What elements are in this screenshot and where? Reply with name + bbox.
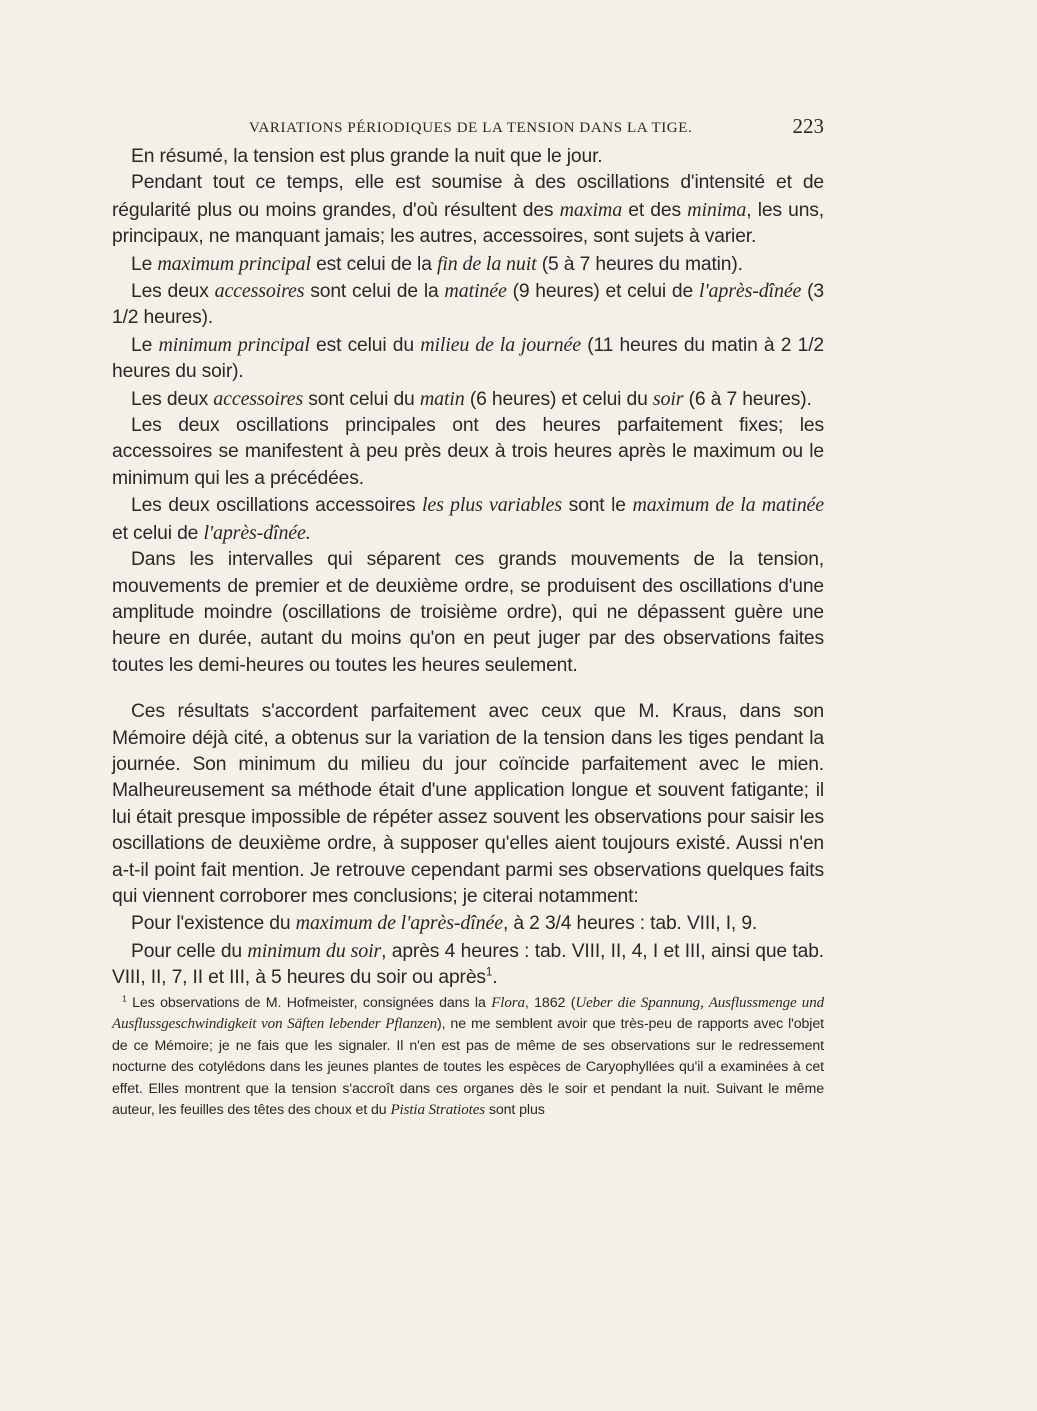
paragraph-text: Le — [131, 334, 159, 356]
italic-term: accessoires — [213, 387, 304, 410]
paragraph — [112, 170, 824, 250]
italic-term: l'après-dînée. — [203, 521, 311, 544]
paragraph-text: . — [492, 967, 498, 989]
paragraph-text: Pour celle du — [131, 940, 248, 962]
paragraph-text: (6 à 7 heures). — [683, 388, 812, 410]
paragraph-text: , à 2 3/4 heures : tab. VIII, I, 9. — [502, 913, 758, 935]
italic-term: Pistia Stratiotes — [390, 1102, 486, 1119]
italic-term: maximum de la matinée — [632, 494, 824, 517]
paragraph — [112, 144, 824, 170]
paragraph-text: (3 1/2 heures). — [112, 281, 825, 329]
paragraph-text: Les deux — [131, 281, 215, 303]
italic-term: minimum principal — [158, 333, 310, 356]
paragraph-text: , après 4 heures : tab. VIII, II, 4, I et III, ainsi que tab. VIII, II, 7, II et III, à 5 heures du soir ou après — [112, 940, 824, 989]
paragraph-text: sont le — [562, 495, 633, 517]
paragraph-text: En résumé, la tension est plus grande la nuit que le jour. — [131, 146, 603, 167]
footnote-segment: sont plus — [485, 1102, 545, 1119]
italic-term: minima — [687, 198, 747, 221]
paragraph-text: est celui du — [309, 334, 421, 356]
paragraph-text: (9 heures) et celui de — [506, 281, 699, 303]
paragraph — [112, 332, 824, 386]
paragraph-text: Les deux oscillations principales ont des heures parfaitement fixes; les accessoires se manifestent à peu près deux à trois heures après le maximum ou le minimum qui les a précédées. — [112, 415, 824, 489]
paragraph — [112, 492, 824, 547]
paragraph-text: , les uns, principaux, ne manquant jamais; les autres, accessoires, sont sujets à varier. — [112, 199, 824, 248]
paragraph — [112, 278, 824, 332]
italic-term: milieu de la journée — [420, 333, 581, 356]
footnote-text — [112, 993, 824, 1121]
italic-term: soir — [652, 387, 684, 410]
italic-term: matin — [419, 387, 465, 410]
footnote-reference: 1 — [485, 966, 493, 979]
italic-title: Ueber die Spannung, Ausflussmenge und Ausflussgeschwindigkeit von Säften lebender Pflanzen — [112, 995, 825, 1033]
paragraph-text: Pour l'existence du — [131, 913, 296, 935]
italic-term: minimum du soir — [247, 939, 382, 962]
paragraph — [112, 938, 824, 992]
paragraph — [112, 547, 824, 679]
footnote-segment: , 1862 ( — [524, 995, 576, 1011]
paragraph-text: sont celui du — [303, 388, 420, 410]
footnote-segment: ), ne me semblent avoir que très-peu de rapports avec l'objet de ce Mémoire; je ne fais que les signaler. Il n'en est pas de même de ses observations sur le redressement nocturne des cotylédons dans les jeunes plantes de toutes les espèces de Caryophyllées qu'il a examinées à cet effet. Elles montrent que la tension s'accroît dans ces organes dès le soir et pendant la nuit. Suivant le même auteur, les feuilles des têtes des choux et du — [112, 1016, 824, 1119]
paragraph — [112, 699, 824, 910]
italic-title: Flora — [491, 995, 525, 1011]
italic-term: les plus variables — [421, 494, 563, 517]
paragraph-text: (5 à 7 heures du matin). — [536, 253, 743, 275]
paragraph-text: est celui de la — [310, 253, 437, 275]
italic-term: maximum principal — [157, 252, 311, 275]
italic-term: matinée — [444, 280, 507, 303]
paragraph — [112, 251, 824, 278]
running-title: VARIATIONS PÉRIODIQUES DE LA TENSION DANS LA TIGE. — [249, 120, 693, 136]
paragraph — [112, 910, 824, 937]
paragraph-text: sont celui de la — [304, 281, 445, 303]
footnote-segment: Les observations de M. Hofmeister, consignées dans la — [126, 995, 492, 1011]
italic-term: fin de la nuit — [436, 252, 537, 275]
paragraph-text: (11 heures du matin à 2 1/2 heures du soir). — [112, 334, 824, 383]
footnote-mark: 1 — [122, 993, 127, 1004]
italic-term: maximum de l'après-dînée — [295, 912, 503, 935]
paragraph-text: Le — [131, 253, 158, 275]
paragraph — [112, 386, 824, 413]
italic-term: accessoires — [214, 280, 305, 303]
paragraph-text: Dans les intervalles qui séparent ces grands mouvements de la tension, mouvements de premier et de deuxième ordre, se produisent des oscillations d'une amplitude moindre (oscillations de troisième ordre), qui ne dépassent guère une heure en durée, autant du moins qu'on en peut juger par des observations faites toutes les demi-heures ou toutes les heures seulement. — [112, 549, 824, 676]
page-number: 223 — [792, 114, 824, 138]
paragraph — [112, 413, 824, 492]
italic-term: l'après-dînée — [698, 280, 802, 303]
italic-term: maxima — [559, 198, 623, 221]
paragraph-text: Les deux — [131, 388, 214, 410]
paragraph-text: Pendant tout ce temps, elle est soumise à des oscillations d'intensité et de régularité plus ou moins grandes, d'où résultent des — [112, 172, 824, 221]
paragraph-text: Les deux oscillations accessoires — [131, 495, 422, 517]
paragraph-text: et celui de — [112, 522, 204, 544]
paragraph-text: Ces résultats s'accordent parfaitement avec ceux que M. Kraus, dans son Mémoire déjà cité, a obtenus sur la variation de la tension dans les tiges pendant la journée. Son minimum du milieu du jour coïncide parfaitement avec le mien. Malheureusement sa méthode était d'une application longue et souvent fatigante; il lui était presque impossible de répéter assez souvent les observations pour saisir les oscillations de deuxième ordre, à supposer qu'elles aient toujours existé. Aussi n'en a-t-il point fait mention. Je retrouve cependant parmi ses observations quelques faits qui viennent corroborer mes conclusions; je citerai notamment: — [112, 701, 824, 907]
paragraph-text: et des — [622, 199, 688, 221]
page-header — [112, 114, 824, 142]
paragraph-text: (6 heures) et celui du — [464, 388, 653, 410]
footnote — [112, 993, 824, 1121]
main-text — [112, 144, 824, 992]
